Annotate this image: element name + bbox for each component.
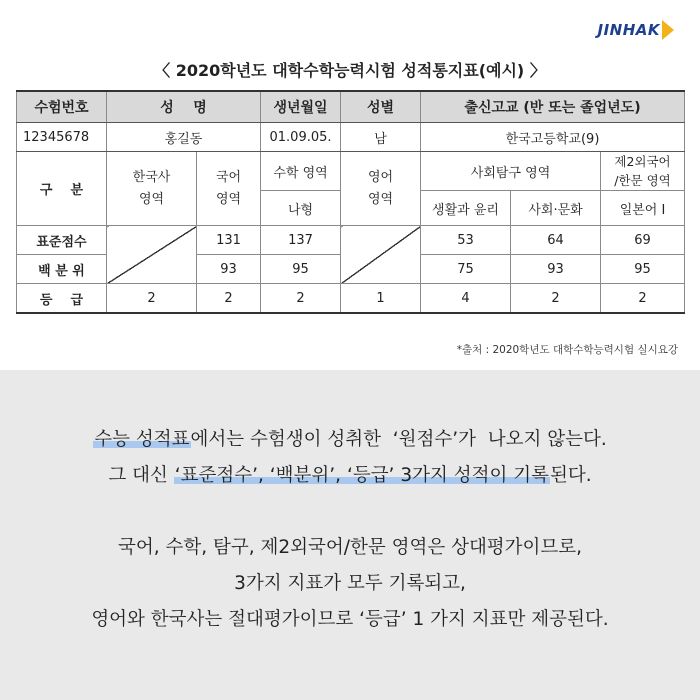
standard-social-culture: 64 — [511, 226, 601, 255]
table-header-row — [17, 91, 685, 123]
subject-korean: 국어 영역 — [197, 152, 261, 226]
header-exam-number: 수험번호 — [17, 91, 107, 123]
subject-japanese: 일본어 Ⅰ — [601, 191, 685, 226]
grade-japanese: 2 — [601, 284, 685, 314]
english-empty-cell — [341, 226, 421, 284]
paragraph-1-line-2 — [0, 458, 700, 494]
header-birthdate: 생년월일 — [261, 91, 341, 123]
division-label: 구 분 — [17, 152, 107, 226]
paragraph-1-line-1 — [0, 422, 700, 458]
percentile-japanese: 95 — [601, 255, 685, 284]
source-note: *출처 : 2020학년도 대학수학능력시험 실시요강 — [456, 344, 678, 356]
subject-math-type: 나형 — [261, 191, 341, 226]
subject-korean-history: 한국사 영역 — [107, 152, 197, 226]
logo-text: JINHAK — [597, 21, 660, 39]
birthdate: 01.09.05. — [261, 123, 341, 152]
subject-social-culture: 사회·문화 — [511, 191, 601, 226]
score-table — [16, 90, 685, 314]
paragraph-1 — [0, 422, 700, 494]
paragraph-2-line-1: 국어, 수학, 탐구, 제2외국어/한문 영역은 상대평가이므로, — [117, 537, 583, 558]
standard-score-row — [17, 226, 685, 255]
exam-number: 12345678 — [17, 123, 107, 152]
school: 한국고등학교(9) — [421, 123, 685, 152]
line-1-rest: 에서는 수험생이 성취한 ‘원점수’가 나오지 않는다. — [190, 429, 607, 450]
line-2-suffix: 된다. — [549, 465, 592, 486]
subject-english: 영어 영역 — [341, 152, 421, 226]
logo-arrow-icon — [662, 20, 674, 40]
grade-social-culture: 2 — [511, 284, 601, 314]
header-name: 성 명 — [107, 91, 261, 123]
paragraph-2-line-2: 3가지 지표가 모두 기록되고, — [234, 573, 466, 594]
standard-korean: 131 — [197, 226, 261, 255]
subject-math: 수학 영역 — [261, 152, 341, 191]
subject-social: 사회탐구 영역 — [421, 152, 601, 191]
standard-japanese: 69 — [601, 226, 685, 255]
table-info-row — [17, 123, 685, 152]
highlight-three-scores: ‘표준점수’, ‘백분위’, ‘등급’ 3가지 성적이 기록 — [174, 465, 549, 486]
percentile-label: 백 분 위 — [17, 255, 107, 284]
percentile-math: 95 — [261, 255, 341, 284]
subject-social-ethics: 생활과 윤리 — [421, 191, 511, 226]
standard-score-label: 표준점수 — [17, 226, 107, 255]
header-gender: 성별 — [341, 91, 421, 123]
grade-row — [17, 284, 685, 314]
header-school: 출신고교 (반 또는 졸업년도) — [421, 91, 685, 123]
student-name: 홍길동 — [107, 123, 261, 152]
grade-math: 2 — [261, 284, 341, 314]
standard-social-ethics: 53 — [421, 226, 511, 255]
grade-english: 1 — [341, 284, 421, 314]
percentile-social-ethics: 75 — [421, 255, 511, 284]
standard-math: 137 — [261, 226, 341, 255]
subject-row-1 — [17, 152, 685, 191]
percentile-korean: 93 — [197, 255, 261, 284]
grade-social-ethics: 4 — [421, 284, 511, 314]
subject-second-language: 제2외국어 /한문 영역 — [601, 152, 685, 191]
korean-history-empty-cell — [107, 226, 197, 284]
line-2-prefix: 그 대신 — [108, 465, 174, 486]
percentile-social-culture: 93 — [511, 255, 601, 284]
paragraph-2 — [0, 530, 700, 638]
gender: 남 — [341, 123, 421, 152]
grade-label: 등 급 — [17, 284, 107, 314]
grade-korean: 2 — [197, 284, 261, 314]
grade-korean-history: 2 — [107, 284, 197, 314]
paragraph-2-line-3: 영어와 한국사는 절대평가이므로 ‘등급’ 1 가지 지표만 제공된다. — [91, 609, 609, 630]
report-title: 〈 2020학년도 대학수학능력시험 성적통지표(예시) 〉 — [154, 61, 546, 80]
highlight-score-report: 수능 성적표 — [94, 429, 190, 450]
jinhak-logo — [597, 20, 674, 40]
explanation-section — [0, 370, 700, 700]
